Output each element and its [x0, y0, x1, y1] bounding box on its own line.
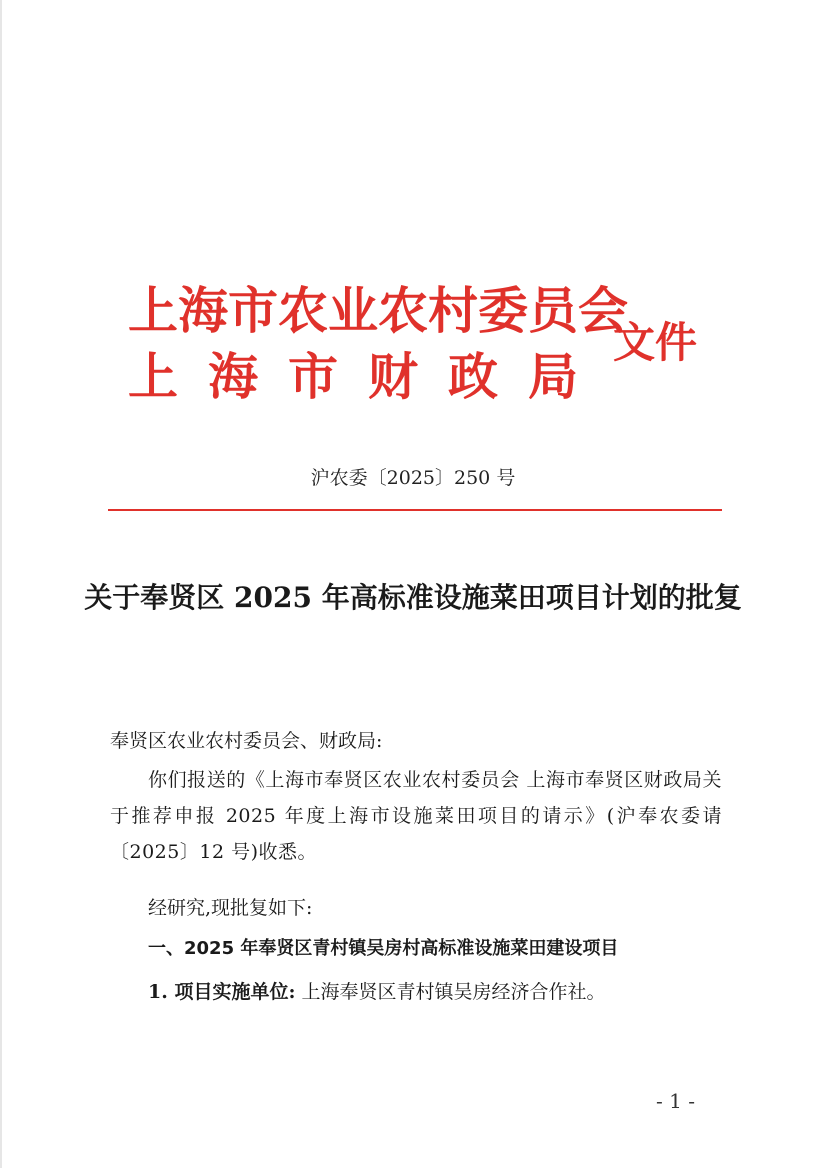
decision-intro: 经研究,现批复如下: [148, 897, 313, 919]
item-value: 上海奉贤区青村镇吴房经济合作社。 [301, 981, 606, 1003]
page-edge [0, 0, 2, 1168]
salutation: 奉贤区农业农村委员会、财政局: [110, 730, 383, 752]
issuer-agriculture-committee: 上海市农业农村委员会 [128, 281, 628, 340]
document-title: 关于奉贤区 2025 年高标准设施菜田项目计划的批复 [84, 581, 742, 614]
document-header [128, 282, 728, 412]
item-label: 1. 项目实施单位: [148, 981, 296, 1003]
issuer-finance-bureau: 上海市财政局 [128, 347, 608, 406]
document-number: 沪农委〔2025〕250 号 [310, 467, 516, 489]
page-number: - 1 - [656, 1089, 695, 1113]
header-divider [108, 509, 722, 511]
section-heading: 一、2025 年奉贤区青村镇吴房村高标准设施菜田建设项目 [148, 938, 619, 959]
list-item [148, 974, 606, 1010]
body-paragraph: 你们报送的《上海市奉贤区农业农村委员会 上海市奉贤区财政局关于推荐申报 2025 年度上海市设施菜田项目的请示》(沪奉农委请〔2025〕12 号)收悉。 [110, 769, 722, 863]
document-type-label: 文件 [613, 318, 698, 367]
